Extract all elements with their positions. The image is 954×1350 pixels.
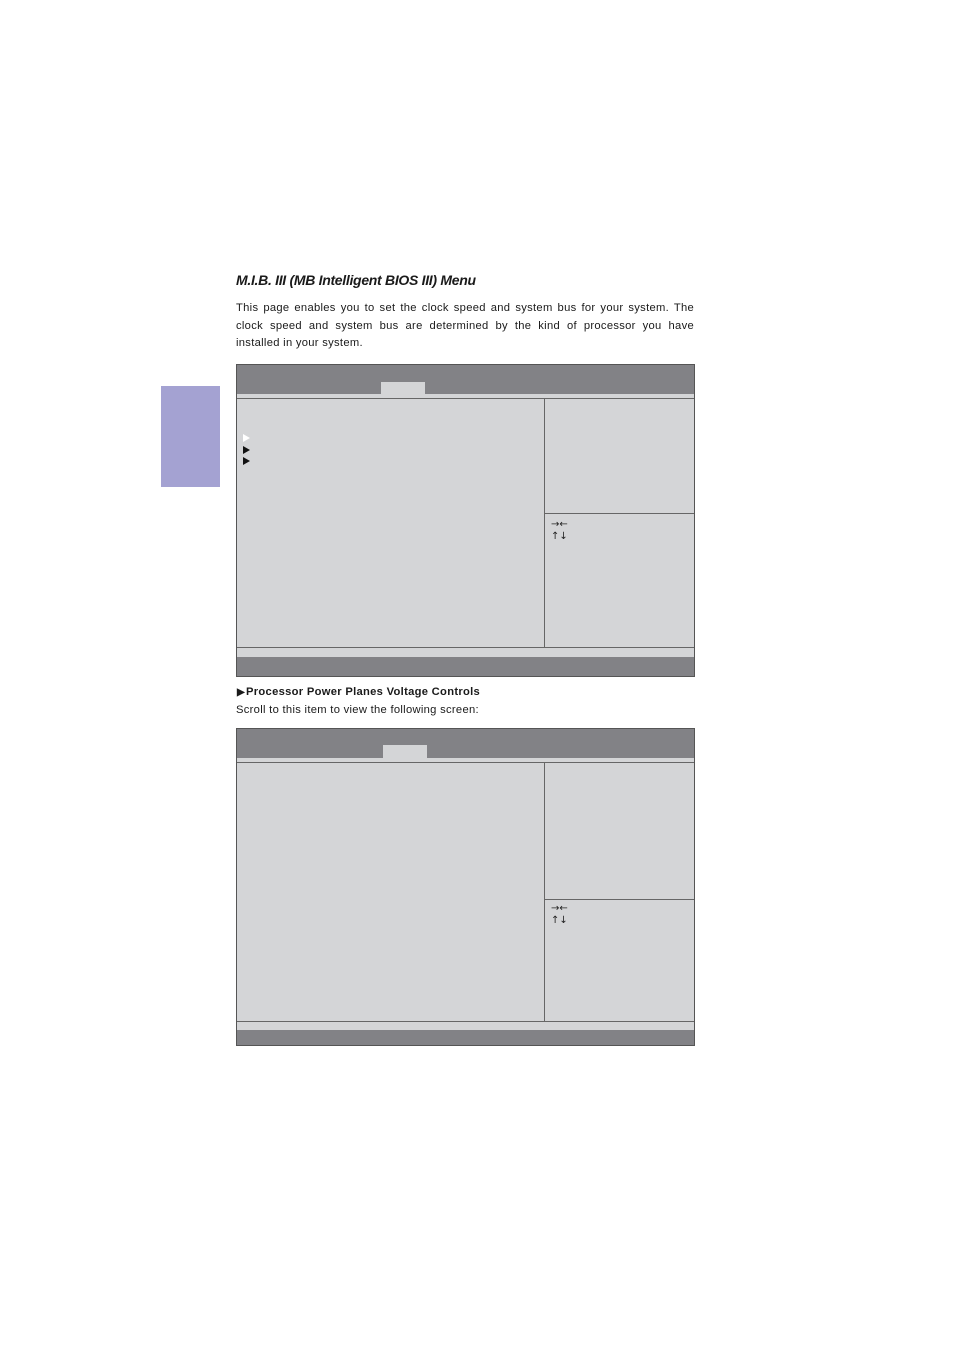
chapter-side-tab [161,386,220,487]
submenu-arrow-icon[interactable] [243,446,250,454]
submenu-arrow-icon[interactable] [243,434,250,442]
bios-menu-bar [237,729,694,758]
bios-help-divider [545,513,694,514]
up-down-keys-icon: ↑↓ [551,915,568,926]
triangle-bullet-icon: ▶ [237,687,245,698]
subsection-text: Scroll to this item to view the following screen: [236,704,479,716]
left-right-keys-icon: →← [551,903,568,914]
left-right-keys-icon: →← [551,519,568,530]
key-legend [551,903,568,927]
bios-footer-bar [237,657,694,676]
subsection-title: Processor Power Planes Voltage Controls [246,686,481,698]
up-down-keys-icon: ↑↓ [551,531,568,542]
bios-screen-mib [236,364,695,677]
bios-options-pane [237,763,545,1021]
bios-footer-bar [237,1030,694,1045]
bios-help-divider [545,899,694,900]
bios-screen-voltage-controls [236,728,695,1046]
bios-tab-mib-selected[interactable] [381,382,425,395]
bios-tab-mib-selected[interactable] [383,745,427,759]
bios-footer-divider [237,647,694,648]
section-title: M.I.B. III (MB Intelligent BIOS III) Menu [236,272,476,288]
intro-paragraph: This page enables you to set the clock speed and system bus for your system. The clock speed and system bus are determined by the kind of processor you have installed in your system. [236,302,694,350]
submenu-arrow-icon[interactable] [243,457,250,465]
bios-menu-bar [237,365,694,394]
bios-options-pane [237,399,545,647]
subsection-heading [237,686,480,698]
key-legend [551,519,568,543]
bios-footer-divider [237,1021,694,1022]
